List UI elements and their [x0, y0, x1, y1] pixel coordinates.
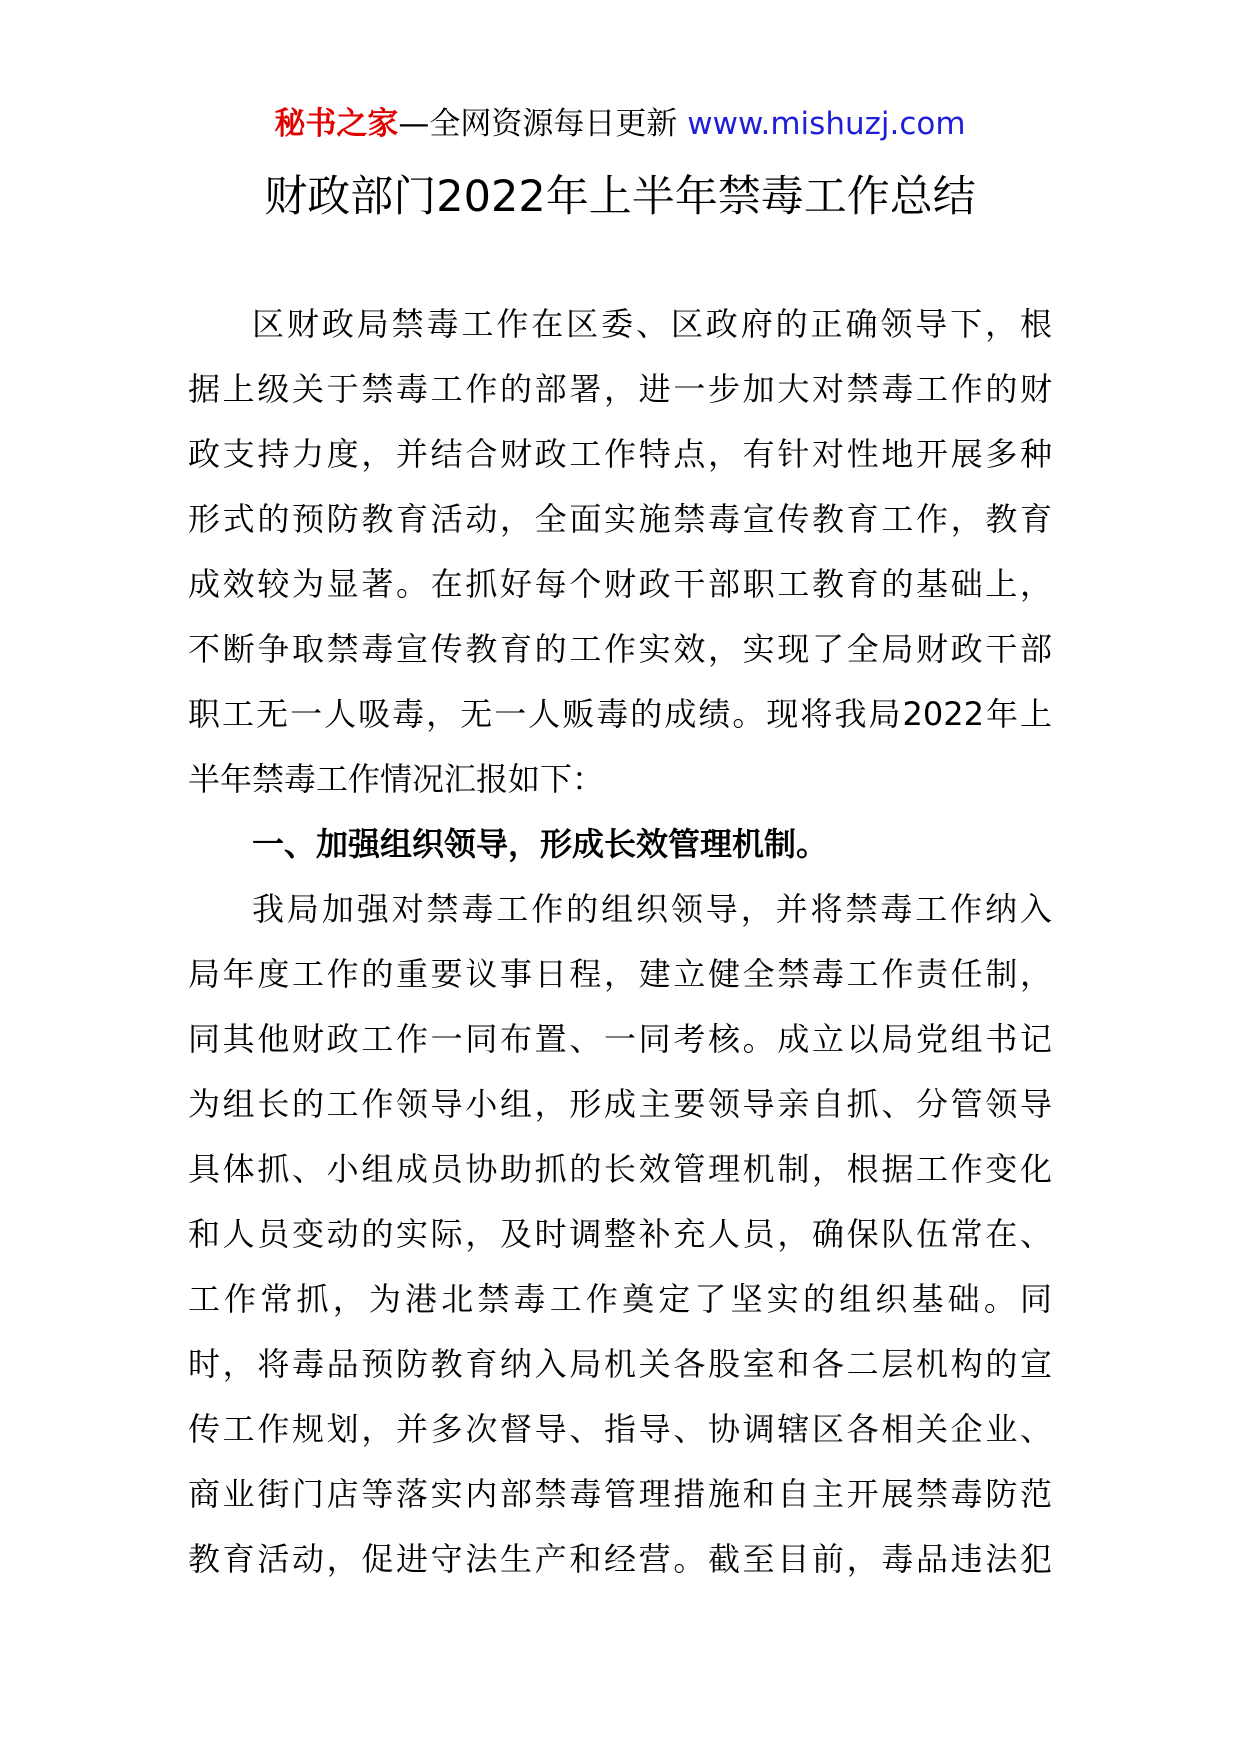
website-link[interactable]: www.mishuzj.com [687, 106, 966, 142]
text-line: 教育活动，促进守法生产和经营。截至目前，毒品违法犯 [188, 1540, 1052, 1578]
intro-paragraph [188, 292, 1052, 812]
text-line: 同其他财政工作一同布置、一同考核。成立以局党组书记 [188, 1020, 1052, 1058]
document-body [188, 292, 1052, 1592]
watermark-header [0, 100, 1240, 148]
text-line: 我局加强对禁毒工作的组织领导，并将禁毒工作纳入 [252, 890, 1052, 928]
text-line: 政支持力度，并结合财政工作特点，有针对性地开展多种 [188, 435, 1052, 473]
text-line: 工作常抓，为港北禁毒工作奠定了坚实的组织基础。同 [188, 1280, 1052, 1318]
text-line: 形式的预防教育活动，全面实施禁毒宣传教育工作，教育 [188, 500, 1052, 538]
text-line: 传工作规划，并多次督导、指导、协调辖区各相关企业、 [188, 1410, 1052, 1448]
section-heading-text: 一、加强组织领导，形成长效管理机制。 [252, 825, 829, 863]
text-line: 不断争取禁毒宣传教育的工作实效，实现了全局财政干部 [188, 630, 1052, 668]
text-line: 据上级关于禁毒工作的部署，进一步加大对禁毒工作的财 [188, 370, 1052, 408]
text-line: 局年度工作的重要议事日程，建立健全禁毒工作责任制， [188, 955, 1052, 993]
text-line: 时，将毒品预防教育纳入局机关各股室和各二层机构的宣 [188, 1345, 1052, 1383]
text-line: 为组长的工作领导小组，形成主要领导亲自抓、分管领导 [188, 1085, 1052, 1123]
section-1-paragraph [188, 877, 1052, 1592]
document-title: 财政部门2022年上半年禁毒工作总结 [264, 172, 976, 222]
header-tagline: —全网资源每日更新 [398, 106, 688, 142]
section-heading-1 [188, 812, 1052, 877]
text-line: 区财政局禁毒工作在区委、区政府的正确领导下，根 [252, 305, 1052, 343]
text-line: 和人员变动的实际，及时调整补充人员，确保队伍常在、 [188, 1215, 1052, 1253]
text-line: 商业街门店等落实内部禁毒管理措施和自主开展禁毒防范 [188, 1475, 1052, 1513]
text-line: 具体抓、小组成员协助抓的长效管理机制，根据工作变化 [188, 1150, 1052, 1188]
text-line: 半年禁毒工作情况汇报如下： [188, 760, 605, 798]
text-line: 职工无一人吸毒，无一人贩毒的成绩。现将我局2022年上 [188, 695, 1052, 733]
brand-name: 秘书之家 [274, 106, 399, 142]
text-line: 成效较为显著。在抓好每个财政干部职工教育的基础上， [188, 565, 1052, 603]
